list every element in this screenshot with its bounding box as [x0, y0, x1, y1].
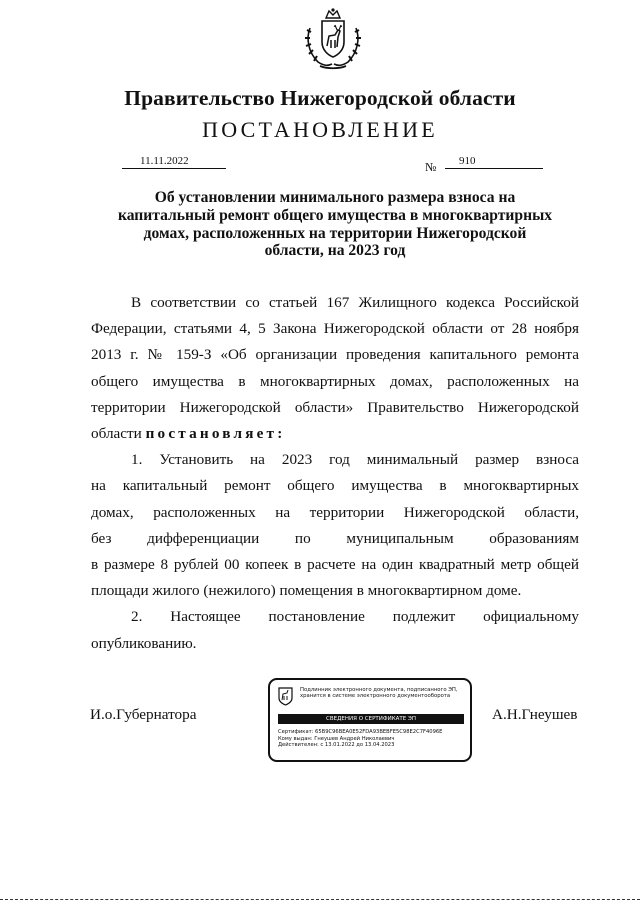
signatory-position: И.о.Губернатора [90, 706, 197, 723]
signatory-name: А.Н.Гнеушев [492, 706, 578, 723]
title-line: области, на 2023 год [264, 242, 406, 260]
title-line: капитальный ремонт общего имущества в многоквартирных [117, 206, 553, 224]
body-line: Федерации, статьями 4, 5 Закона Нижегородской области от 28 ноября [91, 320, 579, 338]
regional-emblem-icon [278, 687, 293, 706]
item-line: домах, расположенных на территории Нижегородской области, [91, 503, 579, 521]
organization-name: Правительство Нижегородской области [124, 86, 516, 110]
title-line: Об установлении минимального размера взноса на [154, 189, 516, 206]
body-line: территории Нижегородской области» Правительство Нижегородской [91, 398, 579, 416]
certificate-validity: Действителен: с 13.01.2022 до 13.04.2023 [278, 742, 395, 749]
document-title [100, 189, 570, 260]
body-line [91, 421, 579, 447]
body-line: В соответствии со статьей 167 Жилищного кодекса Российской [131, 294, 579, 311]
document-body [91, 290, 579, 657]
body-line: общего имущества в многоквартирных домах, расположенных на [91, 372, 579, 390]
number-label: № [425, 160, 437, 174]
resolution-keyword: постановляет: [145, 425, 286, 443]
stamp-header: СВЕДЕНИЯ О СЕРТИФИКАТЕ ЭП [278, 714, 464, 724]
item-line: 2. Настоящее постановление подлежит официальному [131, 608, 579, 626]
certificate-id: Сертификат: 65B9C96BEA0E52FDA93BEBFE5C98E2C7F4096E [278, 729, 443, 735]
item-line: опубликованию. [91, 634, 197, 652]
coat-of-arms-emblem [302, 6, 364, 72]
stamp-notice-line: Подлинник электронного документа, подписанного ЭП, [300, 687, 458, 693]
document-date: 11.11.2022 [122, 154, 226, 169]
certificate-details [278, 729, 468, 749]
document-number: 910 [445, 154, 543, 169]
item-line: площади жилого (нежилого) помещения в многоквартирном доме. [91, 582, 522, 600]
item-line: 1. Установить на 2023 год минимальный размер взноса [131, 451, 579, 469]
stamp-notice-line: хранится в системе электронного документооборота [300, 693, 451, 700]
stamp-notice [300, 687, 470, 700]
item-line: без дифференциации по муниципальным образованиям [91, 529, 579, 547]
certificate-owner: Кому выдан: Гнеушев Андрей Николаевич [278, 735, 395, 742]
item-line: на капитальный ремонт общего имущества в многоквартирных [91, 477, 579, 495]
page-bottom-edge [0, 899, 640, 900]
body-text: области [91, 425, 142, 443]
item-line: в размере 8 рублей 00 копеек в расчете на один квадратный метр общей [91, 556, 579, 574]
body-line: 2013 г. № 159-З «Об организации проведения капитального ремонта [91, 346, 579, 364]
title-line: домах, расположенных на территории Нижегородской [143, 224, 527, 242]
document-type: ПОСТАНОВЛЕНИЕ [202, 117, 438, 142]
electronic-signature-stamp [268, 678, 472, 762]
